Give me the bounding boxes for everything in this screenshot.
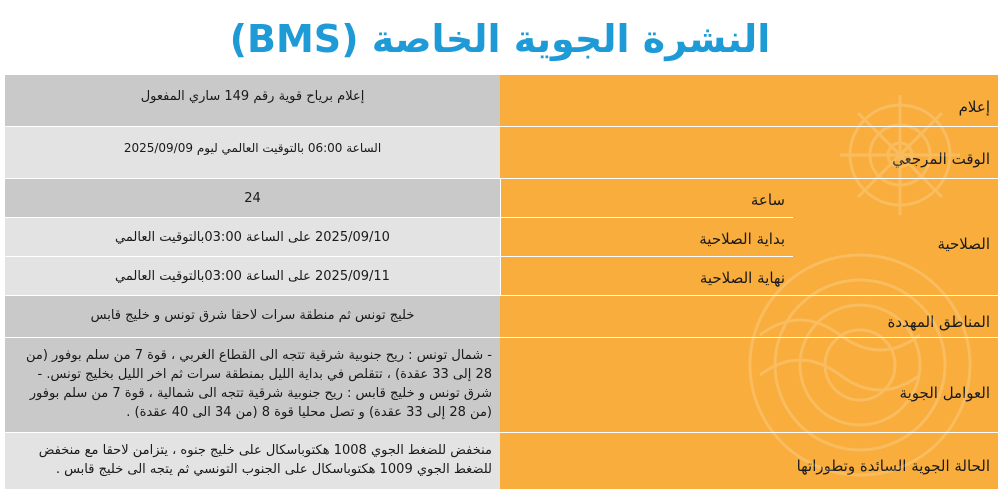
validity-end-value: 2025/09/11 على الساعة 03:00بالتوقيت العالمي <box>5 257 500 296</box>
validity-end-label: نهاية الصلاحية <box>500 257 793 296</box>
bulletin-table <box>5 75 998 490</box>
row-validity-start <box>5 218 998 257</box>
row-validity-end <box>5 257 998 296</box>
reference-time-value: الساعة 06:00 بالتوقيت العالمي ليوم 2025/09/09 <box>5 127 500 179</box>
row-prevailing-situation <box>5 433 998 490</box>
row-weather-factors <box>5 338 998 433</box>
page-title: النشرة الجوية الخاصة (BMS) <box>229 17 771 61</box>
announcement-label: إعلام <box>500 75 998 127</box>
row-reference-time <box>5 127 998 179</box>
row-threatened-areas <box>5 296 998 338</box>
announcement-value: إعلام برياح قوية رقم 149 ساري المفعول <box>5 75 500 127</box>
prevailing-situation-value: منخفض للضغط الجوي 1008 هكتوباسكال على خليج جنوه ، يتزامن لاحقا مع منخفض للضغط الجوي 1009 هكتوباسكال على الجنوب التونسي ثم يتجه الى خليج قابس . <box>5 433 500 490</box>
validity-start-label: بداية الصلاحية <box>500 218 793 257</box>
reference-time-label: الوقت المرجعي <box>500 127 998 179</box>
validity-label: الصلاحية <box>793 179 998 296</box>
validity-hours-value: 24 <box>5 179 500 218</box>
threatened-areas-value: خليج تونس ثم منطقة سرات لاحقا شرق تونس و خليج قابس <box>5 296 500 338</box>
weather-factors-label: العوامل الجوية <box>500 338 998 433</box>
weather-factors-value: - شمال تونس : ريح جنوبية شرقية تتجه الى القطاع الغربي ، قوة 7 من سلم بوفور (من 28 إلى 33 عقدة) ، تتقلص في بداية الليل بمنطقة سرات ثم اخر الليل بخليج تونس. - شرق تونس و خليج قابس : ريح جنوبية شرقية تتجه الى شمالية ، قوة 7 من سلم بوفور (من 28 إلى 33 عقدة) و تصل محليا قوة 8 (من 34 الى 40 عقدة) . <box>5 338 500 433</box>
prevailing-situation-label: الحالة الجوية السائدة وتطوراتها <box>500 433 998 490</box>
validity-start-value: 2025/09/10 على الساعة 03:00بالتوقيت العالمي <box>5 218 500 257</box>
row-validity-hours <box>5 179 998 218</box>
validity-hours-label: ساعة <box>500 179 793 218</box>
threatened-areas-label: المناطق المهددة <box>500 296 998 338</box>
row-announcement <box>5 75 998 127</box>
